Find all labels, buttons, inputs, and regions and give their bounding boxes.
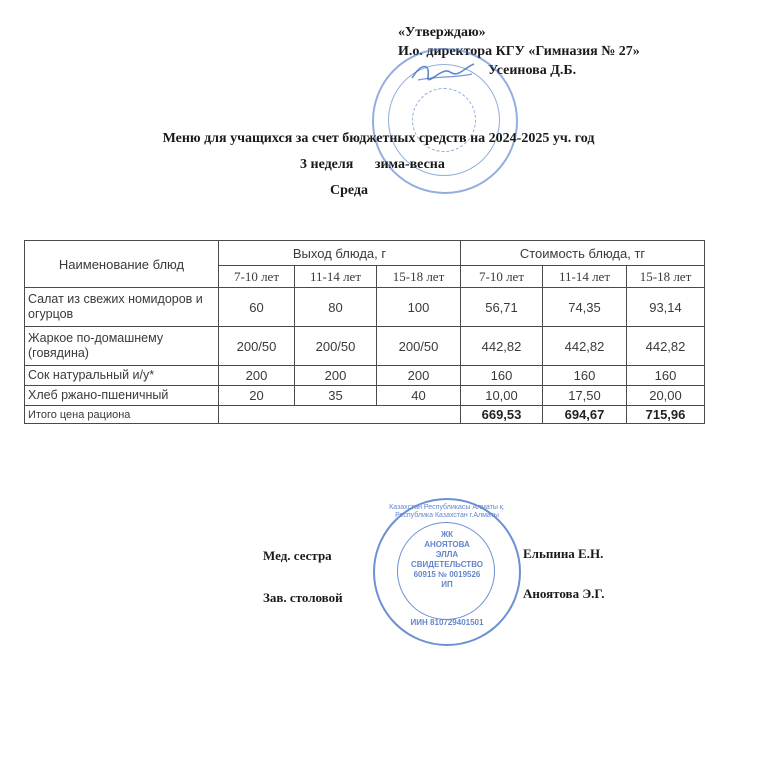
yield-cell: 60 [219, 288, 295, 327]
cost-cell: 160 [627, 366, 705, 386]
cost-cell: 93,14 [627, 288, 705, 327]
approval-name: Усеинова Д.Б. [488, 63, 577, 78]
menu-title: Меню для учащихся за счет бюджетных средств на 2024-2025 уч. год [162, 131, 595, 146]
week-line [300, 157, 445, 173]
stamp-line: ЖК [440, 530, 454, 539]
age-group-header: 15-18 лет [377, 266, 461, 288]
cost-cell: 20,00 [627, 386, 705, 406]
signature-name: Ельпина Е.Н. [523, 546, 604, 561]
table-row [25, 288, 705, 327]
yield-cell: 200 [219, 366, 295, 386]
dish-name: Сок натуральный и/у* [25, 366, 219, 386]
signature-role: Зав. столовой [263, 590, 343, 605]
signature-role: Мед. сестра [263, 548, 332, 563]
season: зима-весна [374, 157, 445, 172]
cost-cell: 10,00 [461, 386, 543, 406]
col-dish-header: Наименование блюд [25, 241, 219, 288]
age-group-header: 15-18 лет [627, 266, 705, 288]
dish-name: Жаркое по-домашнему (говядина) [25, 327, 219, 366]
approval-position: И.о. директора КГУ «Гимназия № 27» [398, 44, 640, 59]
table-row [25, 386, 705, 406]
total-cell: 715,96 [627, 406, 705, 424]
yield-cell: 100 [377, 288, 461, 327]
total-cell: 669,53 [461, 406, 543, 424]
cost-cell: 442,82 [461, 327, 543, 366]
yield-cell: 40 [377, 386, 461, 406]
cost-cell: 442,82 [627, 327, 705, 366]
stamp-line: АНОЯТОВА [424, 540, 470, 549]
total-label: Итого цена рациона [25, 406, 219, 424]
age-group-header: 7-10 лет [219, 266, 295, 288]
cost-cell: 17,50 [543, 386, 627, 406]
dish-name: Хлеб ржано-пшеничный [25, 386, 219, 406]
total-cell: 694,67 [543, 406, 627, 424]
stamp-line: СВИДЕТЕЛЬСТВО [411, 560, 483, 569]
age-group-header: 7-10 лет [461, 266, 543, 288]
table-row [25, 366, 705, 386]
total-row [25, 406, 705, 424]
age-group-header: 11-14 лет [543, 266, 627, 288]
yield-cell: 200 [377, 366, 461, 386]
entrepreneur-stamp [373, 498, 521, 646]
signature-name: Аноятова Э.Г. [523, 586, 605, 601]
stamp-line: ИИН 810729401501 [410, 618, 484, 627]
cost-cell: 160 [461, 366, 543, 386]
yield-cell: 200/50 [295, 327, 377, 366]
yield-cell: 35 [295, 386, 377, 406]
stamp-line: 60915 № 0019526 [413, 570, 481, 579]
stamp-ring-text: Казахстан Республикасы Алматы қ. Республика Казахстан г.Алматы [389, 504, 505, 519]
cost-cell: 74,35 [543, 288, 627, 327]
stamp-line: ЭЛЛА [435, 550, 459, 559]
dish-name: Салат из свежих номидоров и огурцов [25, 288, 219, 327]
yield-cell: 200 [295, 366, 377, 386]
yield-cell: 200/50 [377, 327, 461, 366]
table-header-row [25, 241, 705, 266]
yield-cell: 80 [295, 288, 377, 327]
director-signature [408, 58, 478, 86]
col-yield-header: Выход блюда, г [219, 241, 461, 266]
week-number: 3 неделя [300, 157, 354, 172]
table-row [25, 327, 705, 366]
age-group-header: 11-14 лет [295, 266, 377, 288]
approval-word: «Утверждаю» [398, 25, 486, 40]
cost-cell: 160 [543, 366, 627, 386]
col-cost-header: Стоимость блюда, тг [461, 241, 705, 266]
stamp-line: ИП [441, 580, 453, 589]
total-empty-cell [219, 406, 461, 424]
cost-cell: 56,71 [461, 288, 543, 327]
yield-cell: 200/50 [219, 327, 295, 366]
menu-table [24, 240, 705, 424]
cost-cell: 442,82 [543, 327, 627, 366]
day-name: Среда [330, 183, 369, 198]
yield-cell: 20 [219, 386, 295, 406]
